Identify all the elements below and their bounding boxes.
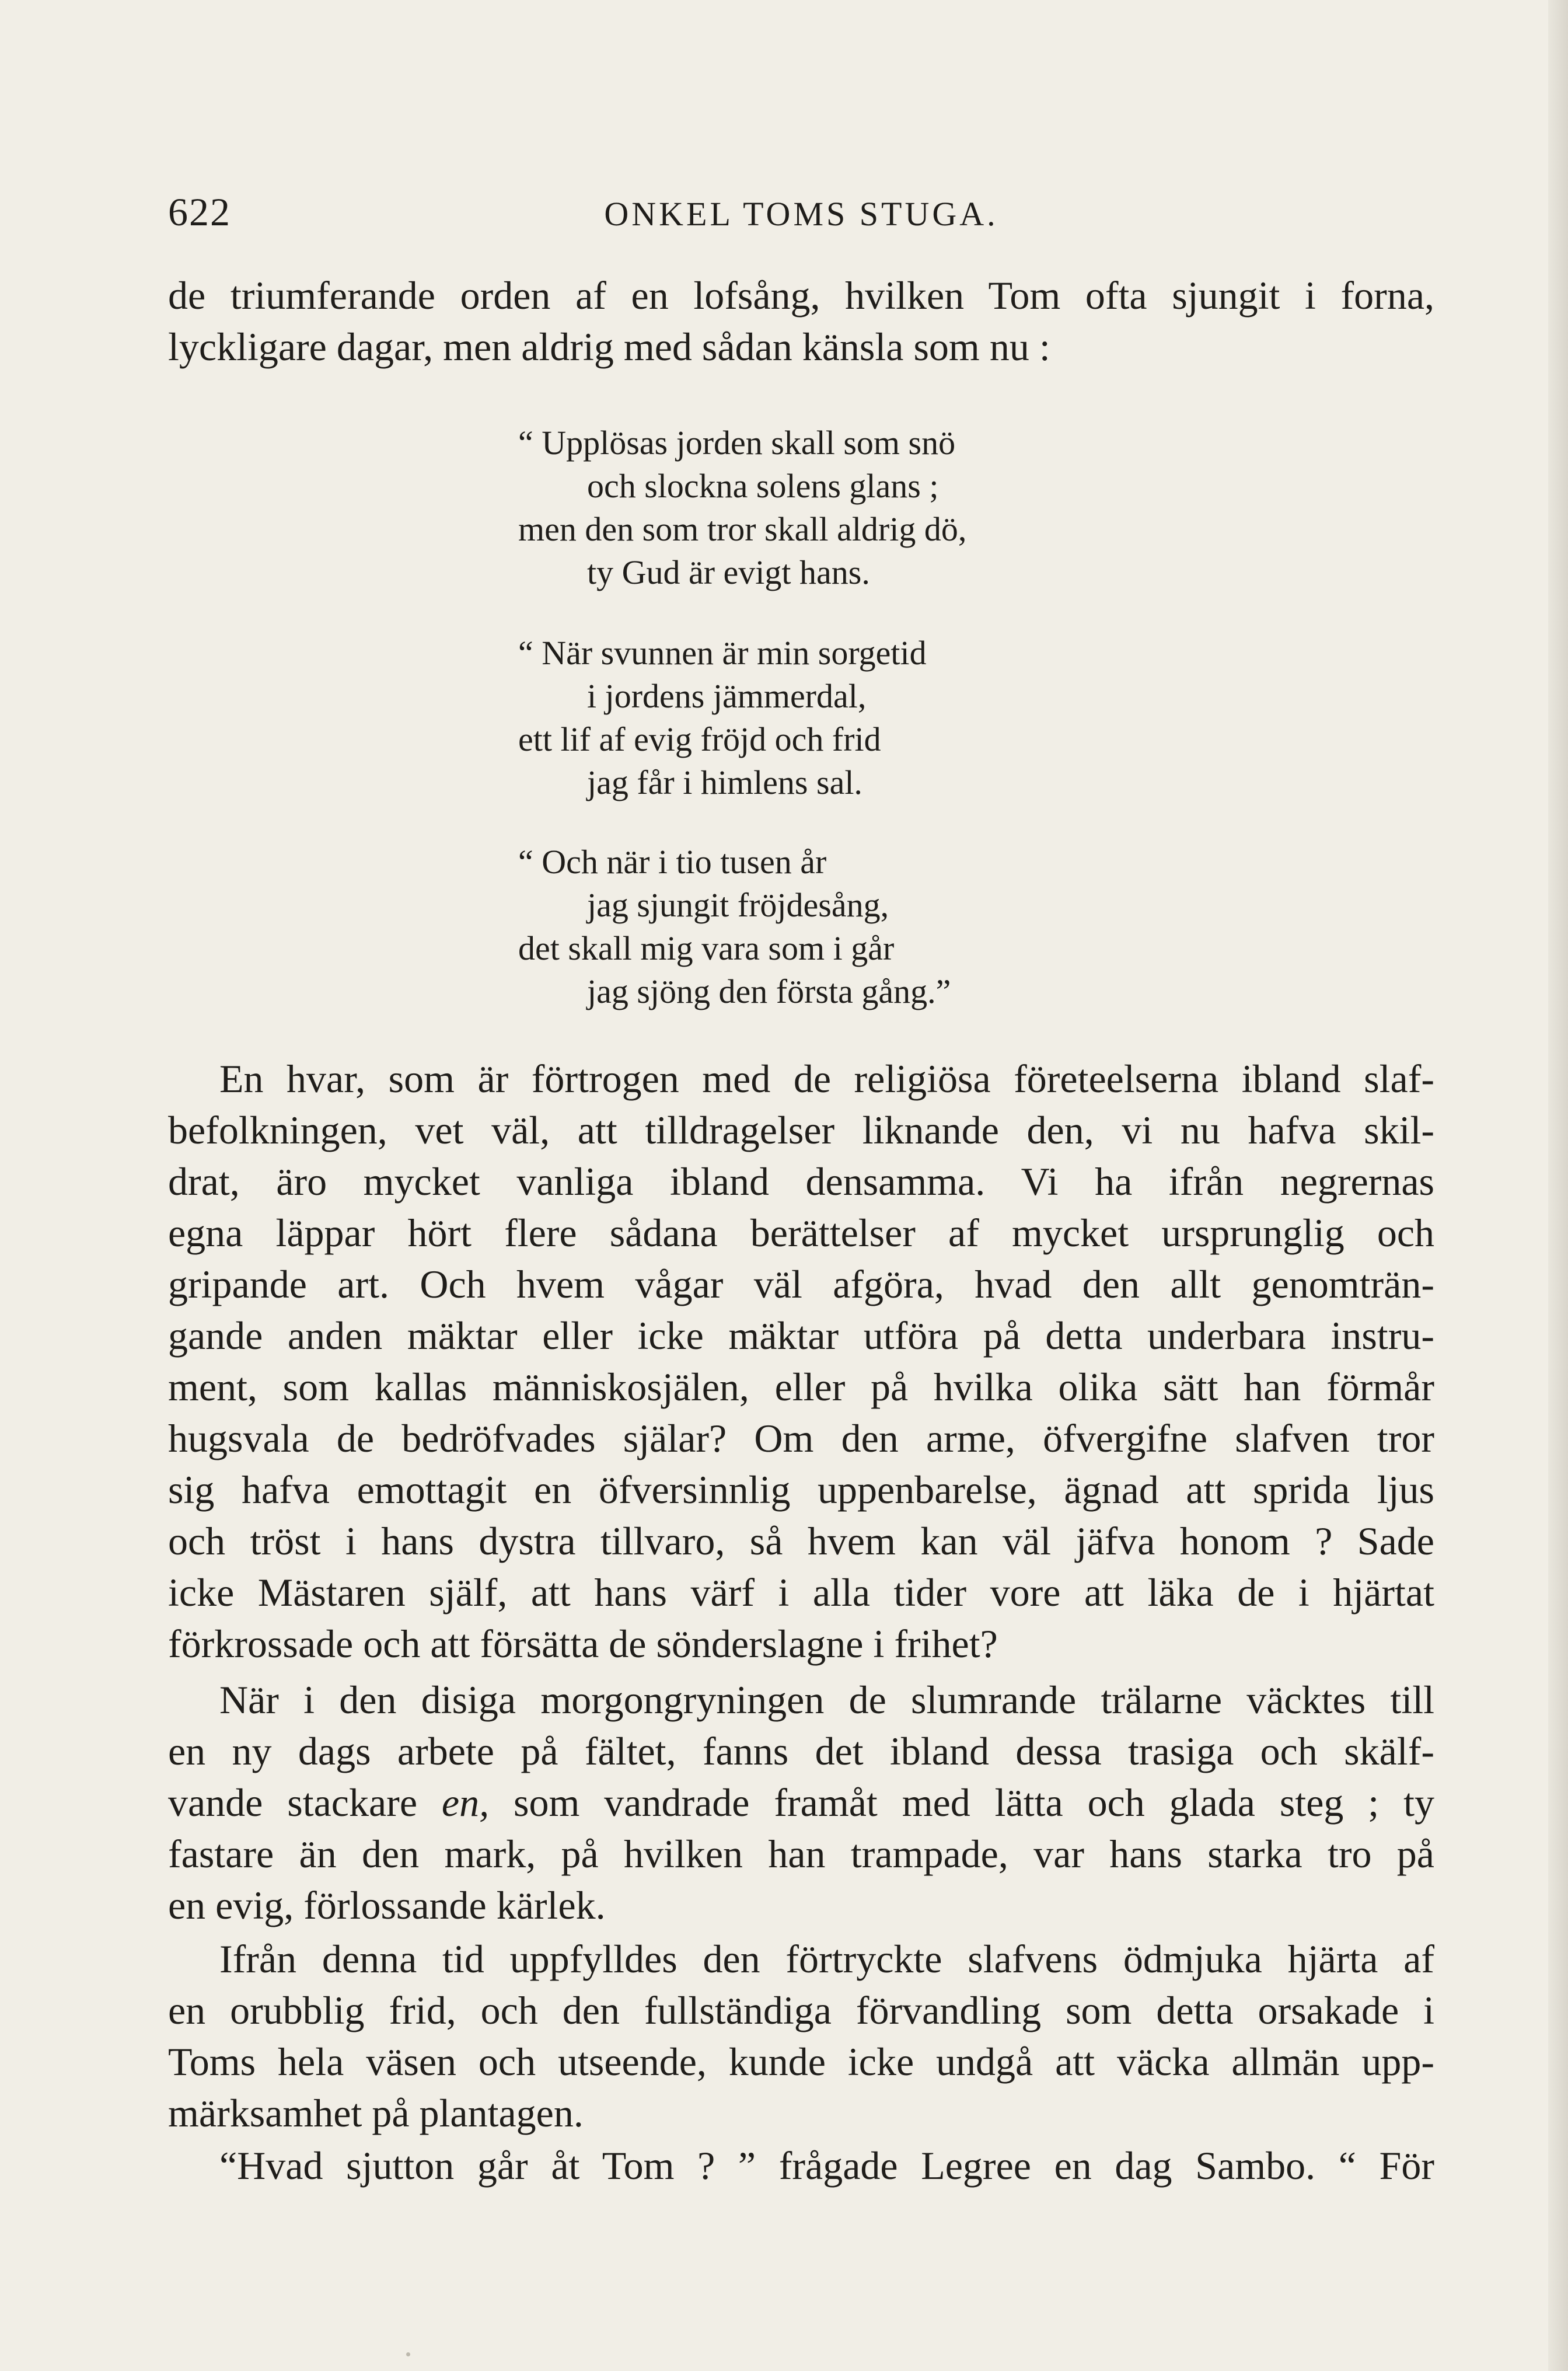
verse-line: men den som tror skall aldrig dö,	[518, 510, 967, 548]
text-line	[168, 1777, 1434, 1828]
text-line: egna läppar hört flere sådana berättelser af mycket ursprunglig och	[168, 1211, 1434, 1255]
paragraph-4	[168, 2140, 1434, 2191]
verse-line: jag sjungit fröjdesång,	[587, 886, 889, 924]
text-line: När i den disiga morgongryningen de slumrande trälarne väcktes till	[219, 1678, 1434, 1722]
text-line: Toms hela väsen och utseende, kunde icke undgå att väcka allmän upp-	[168, 2039, 1434, 2084]
verse-line: och slockna solens glans ;	[587, 467, 939, 505]
italic-word: en,	[441, 1780, 490, 1825]
text-line: gande anden mäktar eller icke mäktar utföra på detta underbara instru-	[168, 1313, 1434, 1358]
text-line: En hvar, som är förtrogen med de religiösa företeelserna ibland slaf-	[219, 1057, 1434, 1101]
verse-line: “ Och när i tio tusen år	[518, 843, 827, 881]
hymn-stanza-1	[518, 421, 1102, 594]
text-line: och tröst i hans dystra tillvaro, så hvem kan väl jäfva honom ? Sade	[168, 1519, 1434, 1563]
paragraph-1	[168, 1053, 1434, 1669]
verse-line: “ När svunnen är min sorgetid	[518, 634, 927, 672]
intro-paragraph	[168, 270, 1434, 372]
verse-line: ett lif af evig fröjd och frid	[518, 720, 881, 758]
paper-speck	[406, 2352, 410, 2356]
text-line: förkrossade och att försätta de sönderslagne i frihet?	[168, 1622, 998, 1666]
text-line: de triumferande orden af en lofsång, hvilken Tom ofta sjungit i forna,	[168, 273, 1434, 318]
text-fragment: som vandrade framåt med lätta och glada steg ; ty	[489, 1780, 1435, 1825]
verse-line: det skall mig vara som i går	[518, 929, 895, 967]
text-line: fastare än den mark, på hvilken han trampade, var hans starka tro på	[168, 1832, 1434, 1876]
verse-line: jag sjöng den första gång.”	[587, 972, 951, 1010]
text-line: icke Mästaren själf, att hans värf i alla tider vore att läka de i hjärtat	[168, 1570, 1434, 1615]
text-line: sig hafva emottagit en öfversinnlig uppenbarelse, ägnad att sprida ljus	[168, 1467, 1434, 1512]
text-line: en ny dags arbete på fältet, fanns det ibland dessa trasiga och skälf-	[168, 1729, 1434, 1773]
page-header	[168, 186, 1434, 238]
text-line: lyckligare dagar, men aldrig med sådan känsla som nu :	[168, 325, 1050, 369]
verse-line: i jordens jämmerdal,	[587, 677, 867, 715]
text-line: drat, äro mycket vanliga ibland densamma. Vi ha ifrån negrernas	[168, 1159, 1434, 1204]
verse-line: jag får i himlens sal.	[587, 763, 862, 801]
text-fragment: vande stackare	[168, 1780, 442, 1825]
hymn-stanza-2	[518, 632, 1102, 804]
text-line: Ifrån denna tid uppfylldes den förtryckte slafvens ödmjuka hjärta af	[219, 1937, 1434, 1981]
hymn-stanza-3	[518, 841, 1102, 1013]
text-line: märksamhet på plantagen.	[168, 2091, 584, 2135]
verse-line: ty Gud är evigt hans.	[587, 553, 870, 591]
page-edge-shadow	[1548, 0, 1568, 2371]
paragraph-3	[168, 1933, 1434, 2139]
running-title: ONKEL TOMS STUGA.	[604, 195, 998, 233]
paragraph-2	[168, 1674, 1434, 1931]
text-line: “Hvad sjutton går åt Tom ? ” frågade Legree en dag Sambo. “ För	[219, 2143, 1434, 2188]
text-line: hugsvala de bedröfvades själar? Om den arme, öfvergifne slafven tror	[168, 1416, 1434, 1460]
text-line: en orubblig frid, och den fullständiga förvandling som detta orsakade i	[168, 1988, 1434, 2032]
page-number: 622	[168, 190, 231, 234]
text-line: gripande art. Och hvem vågar väl afgöra, hvad den allt genomträn-	[168, 1262, 1434, 1306]
verse-line: “ Upplösas jorden skall som snö	[518, 424, 956, 462]
text-line: ment, som kallas människosjälen, eller på hvilka olika sätt han förmår	[168, 1365, 1434, 1409]
text-line: befolkningen, vet väl, att tilldragelser liknande den, vi nu hafva skil-	[168, 1108, 1434, 1152]
text-line: en evig, förlossande kärlek.	[168, 1883, 606, 1927]
